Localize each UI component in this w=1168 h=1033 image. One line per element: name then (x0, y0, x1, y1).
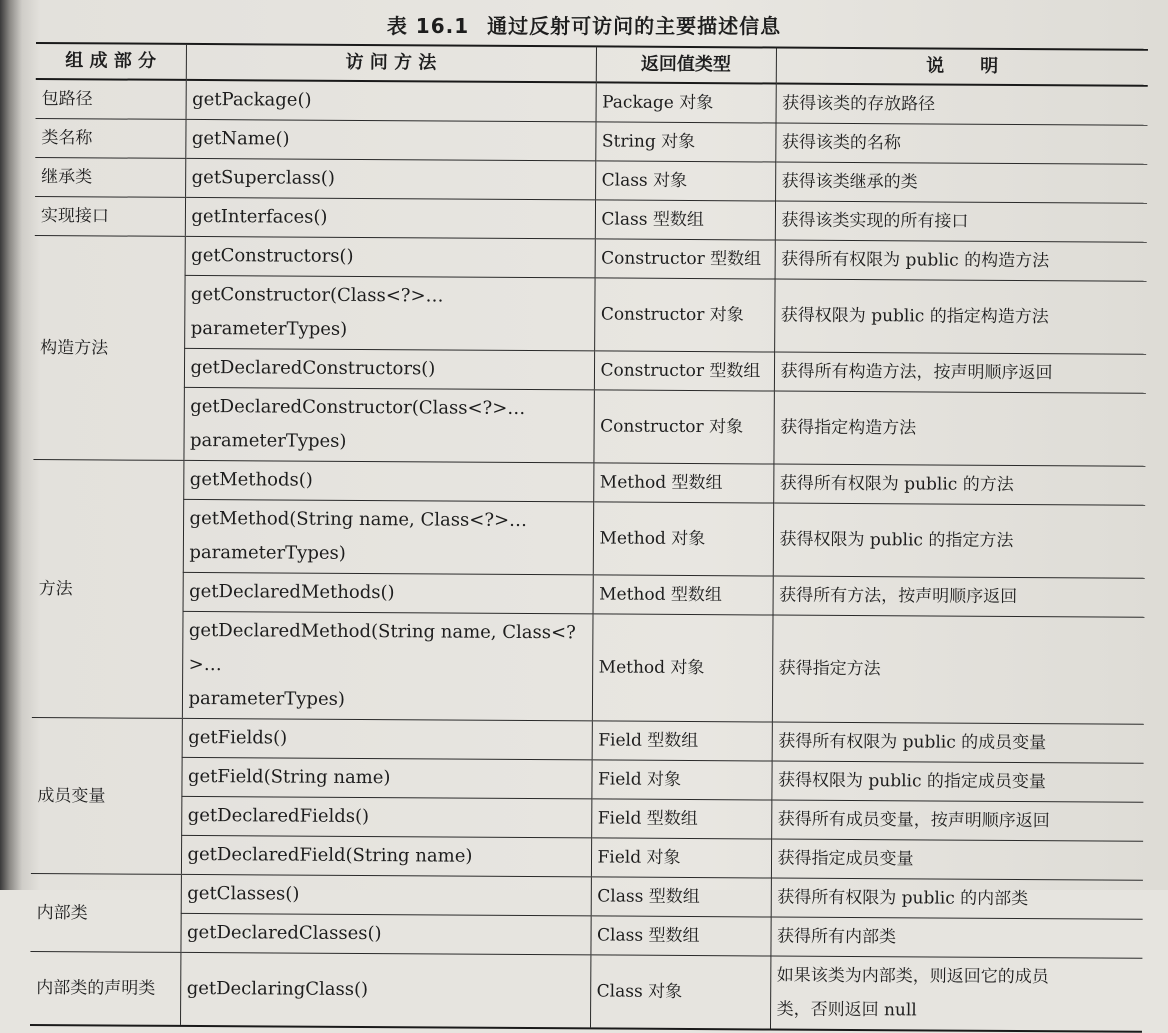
table-row (35, 196, 1147, 242)
method-line: getMethod(String name, Class<?>… (189, 507, 528, 532)
method-cell: getPackage() (186, 80, 596, 122)
return-type-cell: Constructor 型数组 (594, 351, 774, 391)
method-line-continued: parameterTypes) (190, 429, 347, 452)
method-line: getDeclaredConstructor(Class<?>… (190, 395, 526, 419)
group-inner-classes: 内部类 (30, 873, 180, 952)
description-cell: 获得权限为 public 的指定成员变量 (771, 761, 1143, 802)
header-component: 组 成 部 分 (36, 43, 186, 80)
description-line: 如果该类为内部类，则返回它的成员 (776, 965, 1049, 988)
table-caption (0, 10, 1168, 39)
method-cell: getField(String name) (181, 757, 591, 799)
description-cell: 获得所有权限为 public 的成员变量 (772, 722, 1144, 763)
return-type-cell: String 对象 (595, 122, 775, 162)
description-cell: 获得权限为 public 的指定方法 (773, 503, 1145, 578)
table-number: 表 16.1 (386, 14, 470, 38)
group-superclass: 继承类 (35, 157, 185, 197)
description-cell: 获得指定方法 (772, 615, 1145, 724)
group-methods: 方法 (32, 459, 184, 718)
table-row (31, 834, 1143, 880)
description-cell: 获得所有成员变量，按声明顺序返回 (771, 800, 1143, 841)
header-description: 说 明 (776, 48, 1148, 86)
description-line-continued: 类，否则返回 null (776, 999, 917, 1021)
description-cell: 获得权限为 public 的指定构造方法 (774, 279, 1146, 354)
return-type-cell: Method 对象 (592, 614, 773, 722)
method-line-continued: parameterTypes) (188, 687, 345, 710)
table-row (31, 873, 1143, 919)
method-cell: getName() (185, 119, 595, 161)
method-cell: getDeclaredField(String name) (181, 835, 591, 877)
group-constructors: 构造方法 (33, 235, 184, 460)
table-row (33, 459, 1145, 505)
return-type-cell: Field 对象 (591, 838, 771, 878)
table-row (32, 717, 1144, 763)
table-row (34, 274, 1146, 354)
method-cell: getFields() (182, 718, 592, 760)
method-cell (183, 387, 593, 463)
group-package-path: 包路径 (36, 79, 186, 119)
return-type-cell: Class 型数组 (595, 200, 775, 240)
description-cell: 获得该类继承的类 (775, 162, 1147, 203)
table-row (35, 235, 1147, 281)
table-row (33, 498, 1145, 578)
method-cell: getDeclaredFields() (181, 796, 591, 838)
return-type-cell: Field 对象 (591, 760, 771, 800)
method-cell: getDeclaredMethods() (183, 572, 593, 614)
description-cell (770, 956, 1142, 1032)
description-cell: 获得所有方法，按声明顺序返回 (773, 576, 1145, 617)
table-row (36, 79, 1148, 125)
group-fields: 成员变量 (31, 717, 182, 874)
return-type-cell: Field 型数组 (592, 721, 772, 761)
description-cell: 获得所有内部类 (770, 917, 1142, 958)
return-type-cell: Constructor 型数组 (595, 239, 775, 279)
description-cell: 获得指定构造方法 (773, 391, 1145, 466)
description-cell: 获得所有权限为 public 的方法 (773, 464, 1145, 505)
return-type-cell: Constructor 对象 (594, 278, 774, 352)
method-cell: getMethods() (183, 460, 593, 502)
description-cell: 获得指定成员变量 (771, 839, 1143, 880)
return-type-cell: Class 对象 (590, 955, 770, 1030)
method-line: getDeclaredMethod(String name, Class<?>… (188, 619, 576, 676)
return-type-cell: Class 型数组 (591, 877, 771, 917)
table-row (35, 157, 1147, 203)
method-cell: getDeclaredClasses() (180, 913, 590, 955)
description-cell: 获得该类的存放路径 (776, 84, 1148, 126)
group-interfaces: 实现接口 (35, 196, 185, 236)
return-type-cell: Method 型数组 (593, 575, 773, 615)
method-cell: getDeclaringClass() (180, 952, 590, 1028)
method-cell: getDeclaredConstructors() (184, 348, 594, 390)
method-cell: getConstructors() (185, 236, 595, 278)
description-cell: 获得所有权限为 public 的内部类 (771, 878, 1143, 919)
table-row (34, 347, 1146, 393)
table-row (33, 386, 1145, 466)
method-cell (183, 499, 593, 575)
return-type-cell: Class 对象 (595, 161, 775, 201)
table-row (35, 118, 1147, 164)
header-method: 访 问 方 法 (186, 44, 596, 83)
method-cell: getInterfaces() (185, 197, 595, 239)
description-cell: 获得该类的名称 (775, 123, 1147, 164)
table-row (31, 795, 1143, 841)
method-cell: getSuperclass() (185, 158, 595, 200)
table-title: 通过反射可访问的主要描述信息 (487, 14, 782, 38)
return-type-cell: Method 型数组 (593, 463, 773, 503)
method-cell: getConstructor(Class<?>…parameterTypes) (184, 275, 594, 351)
table-row (30, 912, 1142, 958)
return-type-cell: Class 型数组 (590, 916, 770, 956)
description-cell: 获得所有权限为 public 的构造方法 (775, 240, 1147, 281)
group-declaring-class: 内部类的声明类 (30, 951, 180, 1025)
table-row (30, 951, 1142, 1031)
method-line-continued: parameterTypes) (189, 541, 346, 564)
method-cell (182, 611, 593, 721)
method-cell: getClasses() (181, 874, 591, 916)
return-type-cell: Package 对象 (596, 82, 776, 123)
table-row (32, 610, 1145, 724)
return-type-cell: Constructor 对象 (593, 390, 773, 464)
reflection-info-table (30, 42, 1148, 1033)
return-type-cell: Field 型数组 (591, 799, 771, 839)
header-return-type: 返回值类型 (596, 46, 776, 83)
group-class-name: 类名称 (35, 118, 185, 158)
description-cell: 获得该类实现的所有接口 (775, 201, 1147, 242)
description-cell: 获得所有构造方法，按声明顺序返回 (774, 352, 1146, 393)
table-row (31, 756, 1143, 802)
table-row (33, 571, 1145, 617)
return-type-cell: Method 对象 (593, 502, 773, 576)
